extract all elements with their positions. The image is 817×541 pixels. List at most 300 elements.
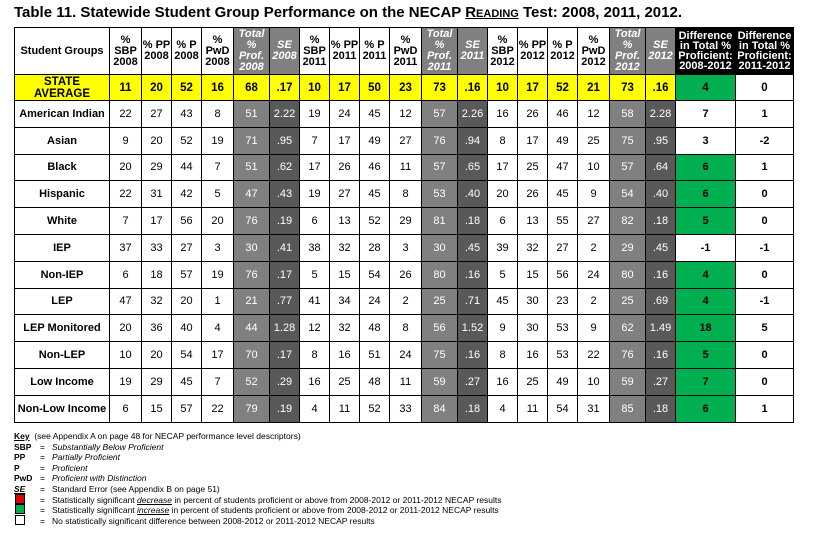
difference-cell: 1: [736, 395, 794, 422]
table-cell: 45: [360, 181, 390, 208]
difference-cell: 1: [736, 154, 794, 181]
table-cell: .71: [458, 288, 488, 315]
table-cell: 10: [300, 75, 330, 101]
table-cell: 19: [202, 261, 234, 288]
table-cell: .40: [458, 181, 488, 208]
table-cell: 49: [548, 368, 578, 395]
table-cell: 20: [110, 315, 142, 342]
difference-cell: 0: [736, 342, 794, 369]
table-cell: 46: [548, 101, 578, 128]
table-cell: 24: [330, 101, 360, 128]
table-cell: 32: [330, 234, 360, 261]
table-cell: 5: [488, 261, 518, 288]
table-cell: 17: [300, 154, 330, 181]
table-cell: 12: [390, 101, 422, 128]
table-cell: 10: [110, 342, 142, 369]
table-cell: 16: [330, 342, 360, 369]
header-total-0: Total % Prof. 2008: [234, 28, 270, 75]
difference-cell: 0: [736, 208, 794, 235]
key-equals: =: [40, 441, 45, 452]
row-label: Non-LEP: [15, 342, 110, 369]
difference-cell: 4: [676, 288, 736, 315]
table-cell: 52: [172, 75, 202, 101]
difference-cell: 3: [676, 127, 736, 154]
table-cell: 19: [300, 101, 330, 128]
table-cell: 26: [390, 261, 422, 288]
table-cell: 21: [234, 288, 270, 315]
header-pwd-2: % PwD 2012: [578, 28, 610, 75]
header-total-1: Total % Prof. 2011: [422, 28, 458, 75]
table-cell: 22: [578, 342, 610, 369]
table-cell: .18: [458, 395, 488, 422]
table-cell: 27: [578, 208, 610, 235]
header-p-2: % P 2012: [548, 28, 578, 75]
table-cell: .18: [646, 208, 676, 235]
table-cell: 30: [518, 315, 548, 342]
table-cell: 8: [202, 101, 234, 128]
table-cell: 29: [390, 208, 422, 235]
row-label: American Indian: [15, 101, 110, 128]
key-legend: [14, 431, 502, 526]
table-cell: 52: [234, 368, 270, 395]
desc-pre: No statistically significant difference between 2008-2012 or 2011-2012 NECAP results: [52, 515, 375, 526]
table-cell: 54: [360, 261, 390, 288]
table-cell: 42: [172, 181, 202, 208]
row-label: IEP: [15, 234, 110, 261]
header-sbp-0: % SBP 2008: [110, 28, 142, 75]
desc-emphasis: decrease: [137, 494, 173, 505]
table-cell: 56: [548, 261, 578, 288]
table-cell: 13: [330, 208, 360, 235]
table-cell: .18: [646, 395, 676, 422]
table-cell: 12: [578, 101, 610, 128]
table-cell: 30: [422, 234, 458, 261]
table-cell: 2: [578, 234, 610, 261]
table-cell: .29: [270, 368, 300, 395]
table-cell: 45: [548, 181, 578, 208]
key-equals: =: [40, 515, 45, 526]
table-cell: 2: [390, 288, 422, 315]
table-cell: 34: [330, 288, 360, 315]
table-cell: 36: [142, 315, 172, 342]
header-pwd-0: % PwD 2008: [202, 28, 234, 75]
row-label: Non-IEP: [15, 261, 110, 288]
key-equals: =: [40, 473, 45, 484]
key-symbol: SBP: [14, 441, 32, 452]
table-cell: 30: [234, 234, 270, 261]
header-diff1: Difference in Total % Proficient: 2008-2012: [676, 28, 736, 75]
table-cell: 76: [422, 127, 458, 154]
table-cell: 75: [422, 342, 458, 369]
table-cell: 54: [548, 395, 578, 422]
table-cell: 33: [390, 395, 422, 422]
table-cell: 4: [202, 315, 234, 342]
key-equals: =: [40, 494, 45, 505]
row-label: STATE AVERAGE: [15, 75, 110, 101]
table-cell: 17: [142, 208, 172, 235]
table-cell: 6: [488, 208, 518, 235]
table-cell: 4: [300, 395, 330, 422]
table-cell: 9: [578, 181, 610, 208]
table-cell: 8: [300, 342, 330, 369]
table-cell: 79: [234, 395, 270, 422]
key-equals: =: [40, 505, 45, 516]
table-cell: 2.28: [646, 101, 676, 128]
red-swatch-icon: [15, 494, 25, 504]
table-cell: 33: [142, 234, 172, 261]
difference-cell: 5: [676, 208, 736, 235]
key-symbol: PP: [14, 452, 26, 463]
table-cell: .16: [646, 261, 676, 288]
table-cell: 15: [330, 261, 360, 288]
table-cell: 39: [488, 234, 518, 261]
table-cell: 17: [518, 75, 548, 101]
table-cell: 25: [518, 154, 548, 181]
table-cell: .95: [270, 127, 300, 154]
table-cell: 53: [422, 181, 458, 208]
table-row: [15, 234, 794, 261]
key-color-item: [14, 505, 502, 516]
key-item: [14, 452, 502, 463]
table-cell: 68: [234, 75, 270, 101]
white-swatch-icon: [15, 515, 25, 525]
table-cell: .69: [646, 288, 676, 315]
table-cell: 29: [610, 234, 646, 261]
header-sbp-1: % SBP 2011: [300, 28, 330, 75]
table-cell: 24: [578, 261, 610, 288]
table-cell: 51: [234, 154, 270, 181]
key-symbol: PwD: [14, 473, 33, 484]
header-pp-1: % PP 2011: [330, 28, 360, 75]
key-item: [14, 463, 502, 474]
table-cell: .94: [458, 127, 488, 154]
difference-cell: 6: [676, 395, 736, 422]
table-cell: 46: [360, 154, 390, 181]
key-heading-note: (see Appendix A on page 48 for NECAP performance level descriptors): [34, 431, 301, 441]
table-cell: 54: [610, 181, 646, 208]
table-cell: 30: [518, 288, 548, 315]
table-cell: 32: [330, 315, 360, 342]
table-cell: 82: [610, 208, 646, 235]
difference-cell: 6: [676, 181, 736, 208]
row-label: Non-Low Income: [15, 395, 110, 422]
table-cell: 15: [142, 395, 172, 422]
header-se-0: SE 2008: [270, 28, 300, 75]
table-cell: 5: [202, 181, 234, 208]
key-heading: Key: [14, 431, 30, 441]
key-description: Partially Proficient: [52, 452, 121, 463]
table-cell: .19: [270, 208, 300, 235]
table-cell: 1.52: [458, 315, 488, 342]
table-cell: 16: [488, 101, 518, 128]
table-row: [15, 315, 794, 342]
table-cell: 29: [142, 154, 172, 181]
header-se-2: SE 2012: [646, 28, 676, 75]
table-row: [15, 342, 794, 369]
table-cell: 57: [172, 395, 202, 422]
key-color-description: [52, 505, 499, 516]
table-cell: 71: [234, 127, 270, 154]
table-cell: 56: [422, 315, 458, 342]
table-cell: 24: [360, 288, 390, 315]
table-cell: 20: [202, 208, 234, 235]
table-row: [15, 208, 794, 235]
table-cell: .17: [270, 342, 300, 369]
table-cell: 53: [548, 315, 578, 342]
key-color-item: [14, 495, 502, 506]
table-cell: 47: [110, 288, 142, 315]
table-cell: 7: [110, 208, 142, 235]
table-cell: 11: [330, 395, 360, 422]
desc-post: in percent of students proficient or above from 2008-2012 or 2011-2012 NECAP results: [169, 505, 499, 516]
table-cell: 21: [578, 75, 610, 101]
table-cell: 27: [390, 127, 422, 154]
table-cell: 40: [172, 315, 202, 342]
table-cell: 49: [360, 127, 390, 154]
state-average-row: [15, 75, 794, 101]
table-cell: 20: [142, 342, 172, 369]
table-title: [14, 4, 682, 21]
table-cell: 31: [578, 395, 610, 422]
table-cell: .64: [646, 154, 676, 181]
table-cell: 16: [202, 75, 234, 101]
table-cell: 8: [390, 315, 422, 342]
difference-cell: 4: [676, 75, 736, 101]
table-cell: 2.22: [270, 101, 300, 128]
table-row: [15, 181, 794, 208]
header-p-1: % P 2011: [360, 28, 390, 75]
table-cell: 53: [548, 342, 578, 369]
table-cell: 22: [110, 101, 142, 128]
table-cell: 28: [360, 234, 390, 261]
table-cell: 7: [300, 127, 330, 154]
table-cell: 26: [330, 154, 360, 181]
table-cell: 11: [390, 368, 422, 395]
table-cell: .16: [458, 261, 488, 288]
table-cell: 56: [172, 208, 202, 235]
table-cell: 52: [172, 127, 202, 154]
header-student-groups: Student Groups: [15, 28, 110, 75]
table-cell: 23: [548, 288, 578, 315]
key-equals: =: [40, 483, 45, 494]
table-cell: 41: [300, 288, 330, 315]
row-label: LEP: [15, 288, 110, 315]
table-row: [15, 395, 794, 422]
row-label: LEP Monitored: [15, 315, 110, 342]
table-cell: 7: [202, 154, 234, 181]
table-cell: 18: [142, 261, 172, 288]
table-cell: .16: [646, 342, 676, 369]
table-cell: 57: [610, 154, 646, 181]
key-equals: =: [40, 462, 45, 473]
table-cell: 38: [300, 234, 330, 261]
table-cell: 25: [422, 288, 458, 315]
table-cell: 29: [142, 368, 172, 395]
table-cell: 49: [548, 127, 578, 154]
row-label: Low Income: [15, 368, 110, 395]
table-cell: 43: [172, 101, 202, 128]
table-cell: 47: [234, 181, 270, 208]
table-cell: .45: [458, 234, 488, 261]
table-cell: 31: [142, 181, 172, 208]
row-label: Asian: [15, 127, 110, 154]
table-cell: 84: [422, 395, 458, 422]
table-cell: 51: [234, 101, 270, 128]
table-cell: 26: [518, 181, 548, 208]
difference-cell: 4: [676, 261, 736, 288]
key-description: Proficient with Distinction: [52, 473, 147, 484]
table-row: [15, 261, 794, 288]
table-cell: 1: [202, 288, 234, 315]
table-cell: 10: [578, 154, 610, 181]
table-cell: 6: [110, 261, 142, 288]
table-cell: 8: [488, 127, 518, 154]
table-cell: 5: [300, 261, 330, 288]
table-cell: 85: [610, 395, 646, 422]
table-cell: 17: [202, 342, 234, 369]
table-cell: 16: [300, 368, 330, 395]
table-cell: 25: [610, 288, 646, 315]
table-cell: 54: [172, 342, 202, 369]
key-item: [14, 473, 502, 484]
table-cell: 20: [142, 75, 172, 101]
table-cell: 2: [578, 288, 610, 315]
table-cell: 17: [518, 127, 548, 154]
title-suffix: Test: 2008, 2011, 2012.: [518, 4, 683, 21]
table-cell: 80: [422, 261, 458, 288]
difference-cell: 0: [736, 261, 794, 288]
header-row: [15, 28, 794, 75]
table-cell: 27: [548, 234, 578, 261]
table-cell: .17: [270, 75, 300, 101]
table-cell: 32: [518, 234, 548, 261]
table-cell: 11: [110, 75, 142, 101]
key-item: [14, 484, 502, 495]
table-cell: 73: [610, 75, 646, 101]
table-cell: 51: [360, 342, 390, 369]
difference-cell: -2: [736, 127, 794, 154]
table-cell: .19: [270, 395, 300, 422]
table-cell: 32: [142, 288, 172, 315]
difference-cell: -1: [736, 234, 794, 261]
difference-cell: 5: [676, 342, 736, 369]
desc-emphasis: increase: [137, 505, 170, 516]
table-cell: 12: [300, 315, 330, 342]
performance-table: [14, 27, 794, 423]
difference-cell: 7: [676, 368, 736, 395]
title-prefix: Table 11. Statewide Student Group Performance on the NECAP: [14, 4, 466, 21]
table-row: [15, 288, 794, 315]
table-cell: .45: [646, 234, 676, 261]
table-cell: 57: [422, 154, 458, 181]
table-cell: 52: [360, 208, 390, 235]
table-cell: .77: [270, 288, 300, 315]
key-item: [14, 442, 502, 453]
table-cell: 13: [518, 208, 548, 235]
key-symbol: SE: [14, 483, 26, 494]
table-row: [15, 101, 794, 128]
table-cell: 9: [578, 315, 610, 342]
table-cell: 1.28: [270, 315, 300, 342]
table-cell: .40: [646, 181, 676, 208]
table-cell: 10: [578, 368, 610, 395]
table-cell: 8: [488, 342, 518, 369]
table-cell: 8: [390, 181, 422, 208]
header-pwd-1: % PwD 2011: [390, 28, 422, 75]
table-cell: 76: [234, 261, 270, 288]
table-cell: 44: [234, 315, 270, 342]
table-cell: 10: [488, 75, 518, 101]
table-cell: 76: [234, 208, 270, 235]
table-cell: 9: [110, 127, 142, 154]
key-equals: =: [40, 452, 45, 463]
key-heading-row: [14, 431, 502, 442]
table-cell: 62: [610, 315, 646, 342]
table-cell: .43: [270, 181, 300, 208]
table-cell: .65: [458, 154, 488, 181]
table-cell: 11: [518, 395, 548, 422]
header-p-0: % P 2008: [172, 28, 202, 75]
header-total-2: Total % Prof. 2012: [610, 28, 646, 75]
table-cell: .16: [646, 75, 676, 101]
table-cell: 70: [234, 342, 270, 369]
table-cell: 59: [422, 368, 458, 395]
table-cell: 76: [610, 342, 646, 369]
table-cell: 25: [578, 127, 610, 154]
table-cell: 27: [142, 101, 172, 128]
table-cell: 7: [202, 368, 234, 395]
table-cell: .18: [458, 208, 488, 235]
table-cell: 23: [390, 75, 422, 101]
key-description: Standard Error (see Appendix B on page 51): [52, 483, 220, 494]
row-label: Black: [15, 154, 110, 181]
table-cell: 27: [330, 181, 360, 208]
key-color-item: [14, 516, 502, 527]
table-cell: 27: [172, 234, 202, 261]
table-cell: 17: [488, 154, 518, 181]
difference-cell: -1: [736, 288, 794, 315]
table-cell: 20: [142, 127, 172, 154]
header-se-1: SE 2011: [458, 28, 488, 75]
table-row: [15, 368, 794, 395]
table-cell: 45: [360, 101, 390, 128]
difference-cell: 5: [736, 315, 794, 342]
table-row: [15, 127, 794, 154]
table-cell: 11: [390, 154, 422, 181]
table-cell: 16: [518, 342, 548, 369]
desc-pre: Statistically significant: [52, 494, 138, 505]
header-sbp-2: % SBP 2012: [488, 28, 518, 75]
table-cell: 45: [172, 368, 202, 395]
key-color-description: [52, 495, 502, 506]
table-cell: 6: [110, 395, 142, 422]
desc-post: in percent of students proficient or above from 2008-2012 or 2011-2012 NECAP results: [172, 494, 502, 505]
difference-cell: 0: [736, 75, 794, 101]
table-cell: 17: [330, 127, 360, 154]
table-cell: 57: [172, 261, 202, 288]
key-description: Proficient: [52, 462, 88, 473]
table-cell: 48: [360, 315, 390, 342]
table-cell: 59: [610, 368, 646, 395]
table-cell: 3: [202, 234, 234, 261]
table-cell: 44: [172, 154, 202, 181]
table-cell: 55: [548, 208, 578, 235]
table-cell: .95: [646, 127, 676, 154]
table-cell: 57: [422, 101, 458, 128]
table-cell: 22: [110, 181, 142, 208]
table-cell: .16: [458, 75, 488, 101]
table-cell: 73: [422, 75, 458, 101]
